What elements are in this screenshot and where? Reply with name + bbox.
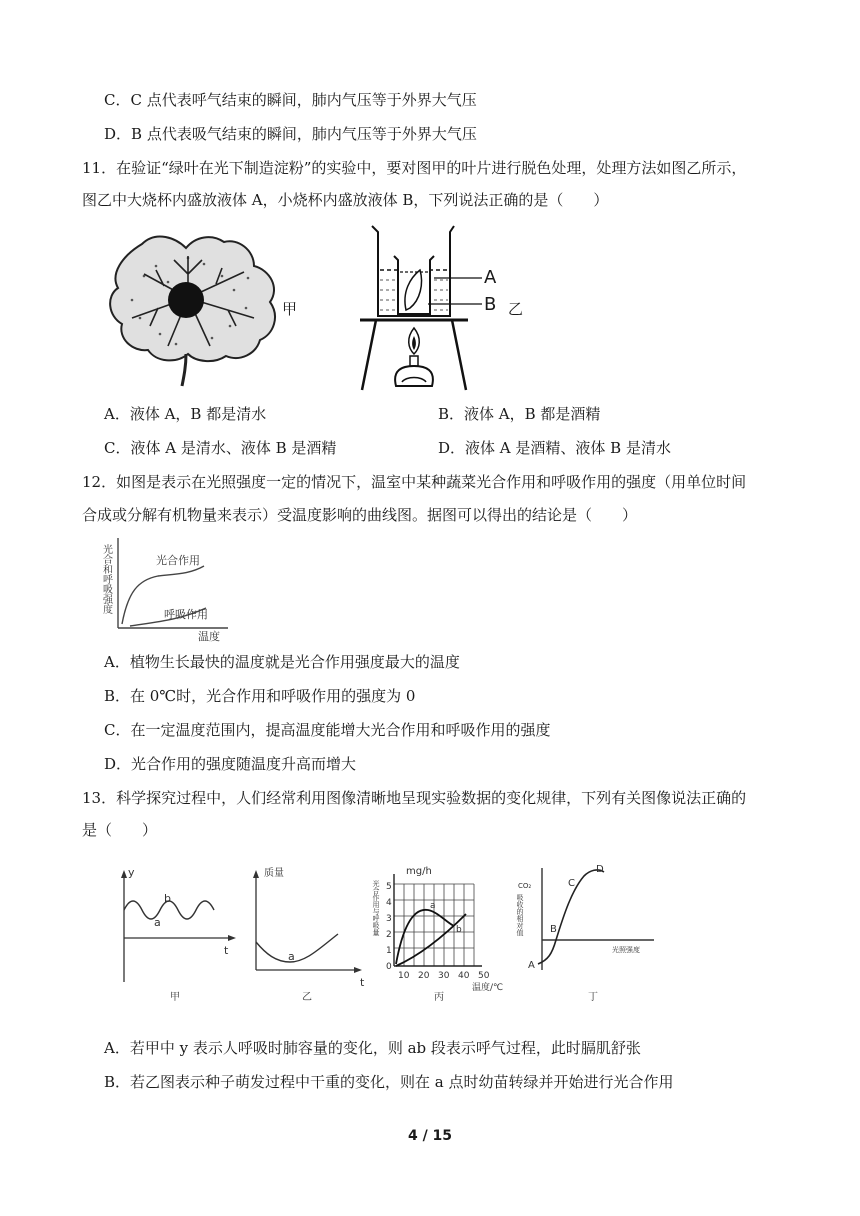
q12-stem-line2: 合成或分解有机物量来表示）受温度影响的曲线图。据图可以得出的结论是（ ） bbox=[82, 506, 638, 524]
q11-option-b: B．液体 A，B 都是酒精 bbox=[438, 405, 601, 423]
q12-stem-line1: 12．如图是表示在光照强度一定的情况下，温室中某种蔬菜光合作用和呼吸作用的强度（用单位时间 bbox=[82, 473, 747, 491]
q13-fig3-xtick-30: 30 bbox=[438, 971, 450, 981]
q13-fig3-ytick-0: 0 bbox=[386, 962, 392, 972]
q12-option-b: B．在 0℃时，光合作用和呼吸作用的强度为 0 bbox=[104, 687, 416, 705]
q13-fig1-t: t bbox=[224, 944, 229, 957]
q13-stem-line2: 是（ ） bbox=[82, 821, 158, 839]
q13-fig2-a: a bbox=[288, 950, 295, 963]
q11-leaf-figure bbox=[104, 226, 284, 388]
q13-fig4-pB: B bbox=[550, 924, 557, 935]
q12-curve2-label: 呼吸作用 bbox=[164, 608, 208, 621]
q11-option-a: A．液体 A，B 都是清水 bbox=[104, 405, 267, 423]
q12-curve1-label: 光合作用 bbox=[156, 554, 200, 567]
q13-fig1-caption: 甲 bbox=[170, 992, 180, 1003]
q13-fig4-caption: 丁 bbox=[588, 992, 598, 1003]
q13-fig2-t: t bbox=[360, 976, 365, 989]
q13-fig4-ylabel: 吸收的相对值 bbox=[516, 894, 524, 936]
q13-fig3-ytick-2: 2 bbox=[386, 930, 392, 940]
q13-fig3-caption: 丙 bbox=[434, 992, 444, 1003]
q13-option-b: B．若乙图表示种子萌发过程中干重的变化，则在 a 点时幼苗转绿并开始进行光合作用 bbox=[104, 1073, 674, 1091]
q12-xlabel: 温度 bbox=[198, 630, 220, 643]
q11-stem-line1: 11．在验证“绿叶在光下制造淀粉”的实验中，要对图甲的叶片进行脱色处理，处理方法如图乙所示， bbox=[82, 159, 747, 177]
q12-ylabel: 光合和呼吸强度 bbox=[100, 544, 112, 614]
q13-fig4-pA: A bbox=[528, 960, 535, 971]
q11-liquid-a-label: A bbox=[484, 267, 497, 288]
q12-chart bbox=[96, 534, 236, 642]
q13-fig2 bbox=[244, 862, 372, 1004]
q11-beaker-figure bbox=[350, 220, 500, 394]
q12-option-c: C．在一定温度范围内，提高温度能增大光合作用和呼吸作用的强度 bbox=[104, 721, 551, 739]
q13-option-a: A．若甲中 y 表示人呼吸时肺容量的变化，则 ab 段表示呼气过程，此时膈肌舒张 bbox=[104, 1039, 641, 1057]
q13-fig4 bbox=[518, 860, 658, 1004]
q13-fig3-xtick-10: 10 bbox=[398, 971, 410, 981]
q13-fig3-xlabel: 温度/℃ bbox=[472, 983, 504, 993]
q12-option-a: A．植物生长最快的温度就是光合作用强度最大的温度 bbox=[104, 653, 460, 671]
q13-fig3-xtick-20: 20 bbox=[418, 971, 430, 981]
q13-fig1-b: b bbox=[164, 892, 171, 905]
q13-fig1-a: a bbox=[154, 916, 161, 929]
q13-fig1 bbox=[112, 862, 240, 1004]
q13-fig3-xtick-50: 50 bbox=[478, 971, 490, 981]
q10-option-c: C．C 点代表呼气结束的瞬间，肺内气压等于外界大气压 bbox=[104, 91, 477, 109]
q13-fig3 bbox=[374, 860, 510, 1004]
page-number: 4 / 15 bbox=[407, 1128, 453, 1144]
q11-stem-line2: 图乙中大烧杯内盛放液体 A，小烧杯内盛放液体 B，下列说法正确的是（ ） bbox=[82, 191, 609, 209]
q13-fig3-unit: mg/h bbox=[406, 866, 432, 877]
q13-fig4-pD: D bbox=[596, 864, 604, 875]
q11-fig-jia-label: 甲 bbox=[282, 300, 298, 318]
q13-fig3-ylabel: 光合作用与呼吸量 bbox=[372, 880, 380, 936]
q13-fig3-b: b bbox=[456, 925, 462, 935]
q12-option-d: D．光合作用的强度随温度升高而增大 bbox=[104, 755, 357, 773]
q13-fig3-ytick-5: 5 bbox=[386, 882, 392, 892]
q11-option-c: C．液体 A 是清水、液体 B 是酒精 bbox=[104, 439, 337, 457]
q13-fig1-y: y bbox=[128, 866, 135, 879]
q13-fig3-a: a bbox=[430, 901, 436, 911]
q13-fig3-ytick-3: 3 bbox=[386, 914, 392, 924]
q13-fig4-pC: C bbox=[568, 878, 575, 889]
q13-fig4-ylabel-top: CO₂ bbox=[518, 882, 532, 890]
q13-fig3-ytick-1: 1 bbox=[386, 946, 392, 956]
q11-liquid-b-label: B bbox=[484, 294, 497, 315]
q13-fig2-caption: 乙 bbox=[302, 992, 312, 1003]
q13-fig2-ylabel: 质量 bbox=[264, 868, 284, 879]
q11-option-d: D．液体 A 是酒精、液体 B 是清水 bbox=[438, 439, 671, 457]
q13-fig4-xlabel: 光照强度 bbox=[612, 946, 640, 954]
q13-fig3-ytick-4: 4 bbox=[386, 898, 392, 908]
q11-fig-yi-label: 乙 bbox=[508, 300, 524, 318]
q13-stem-line1: 13．科学探究过程中，人们经常利用图像清晰地呈现实验数据的变化规律，下列有关图像说法正确的 bbox=[82, 789, 747, 807]
q13-fig3-xtick-40: 40 bbox=[458, 971, 470, 981]
q10-option-d: D．B 点代表吸气结束的瞬间，肺内气压等于外界大气压 bbox=[104, 125, 477, 143]
